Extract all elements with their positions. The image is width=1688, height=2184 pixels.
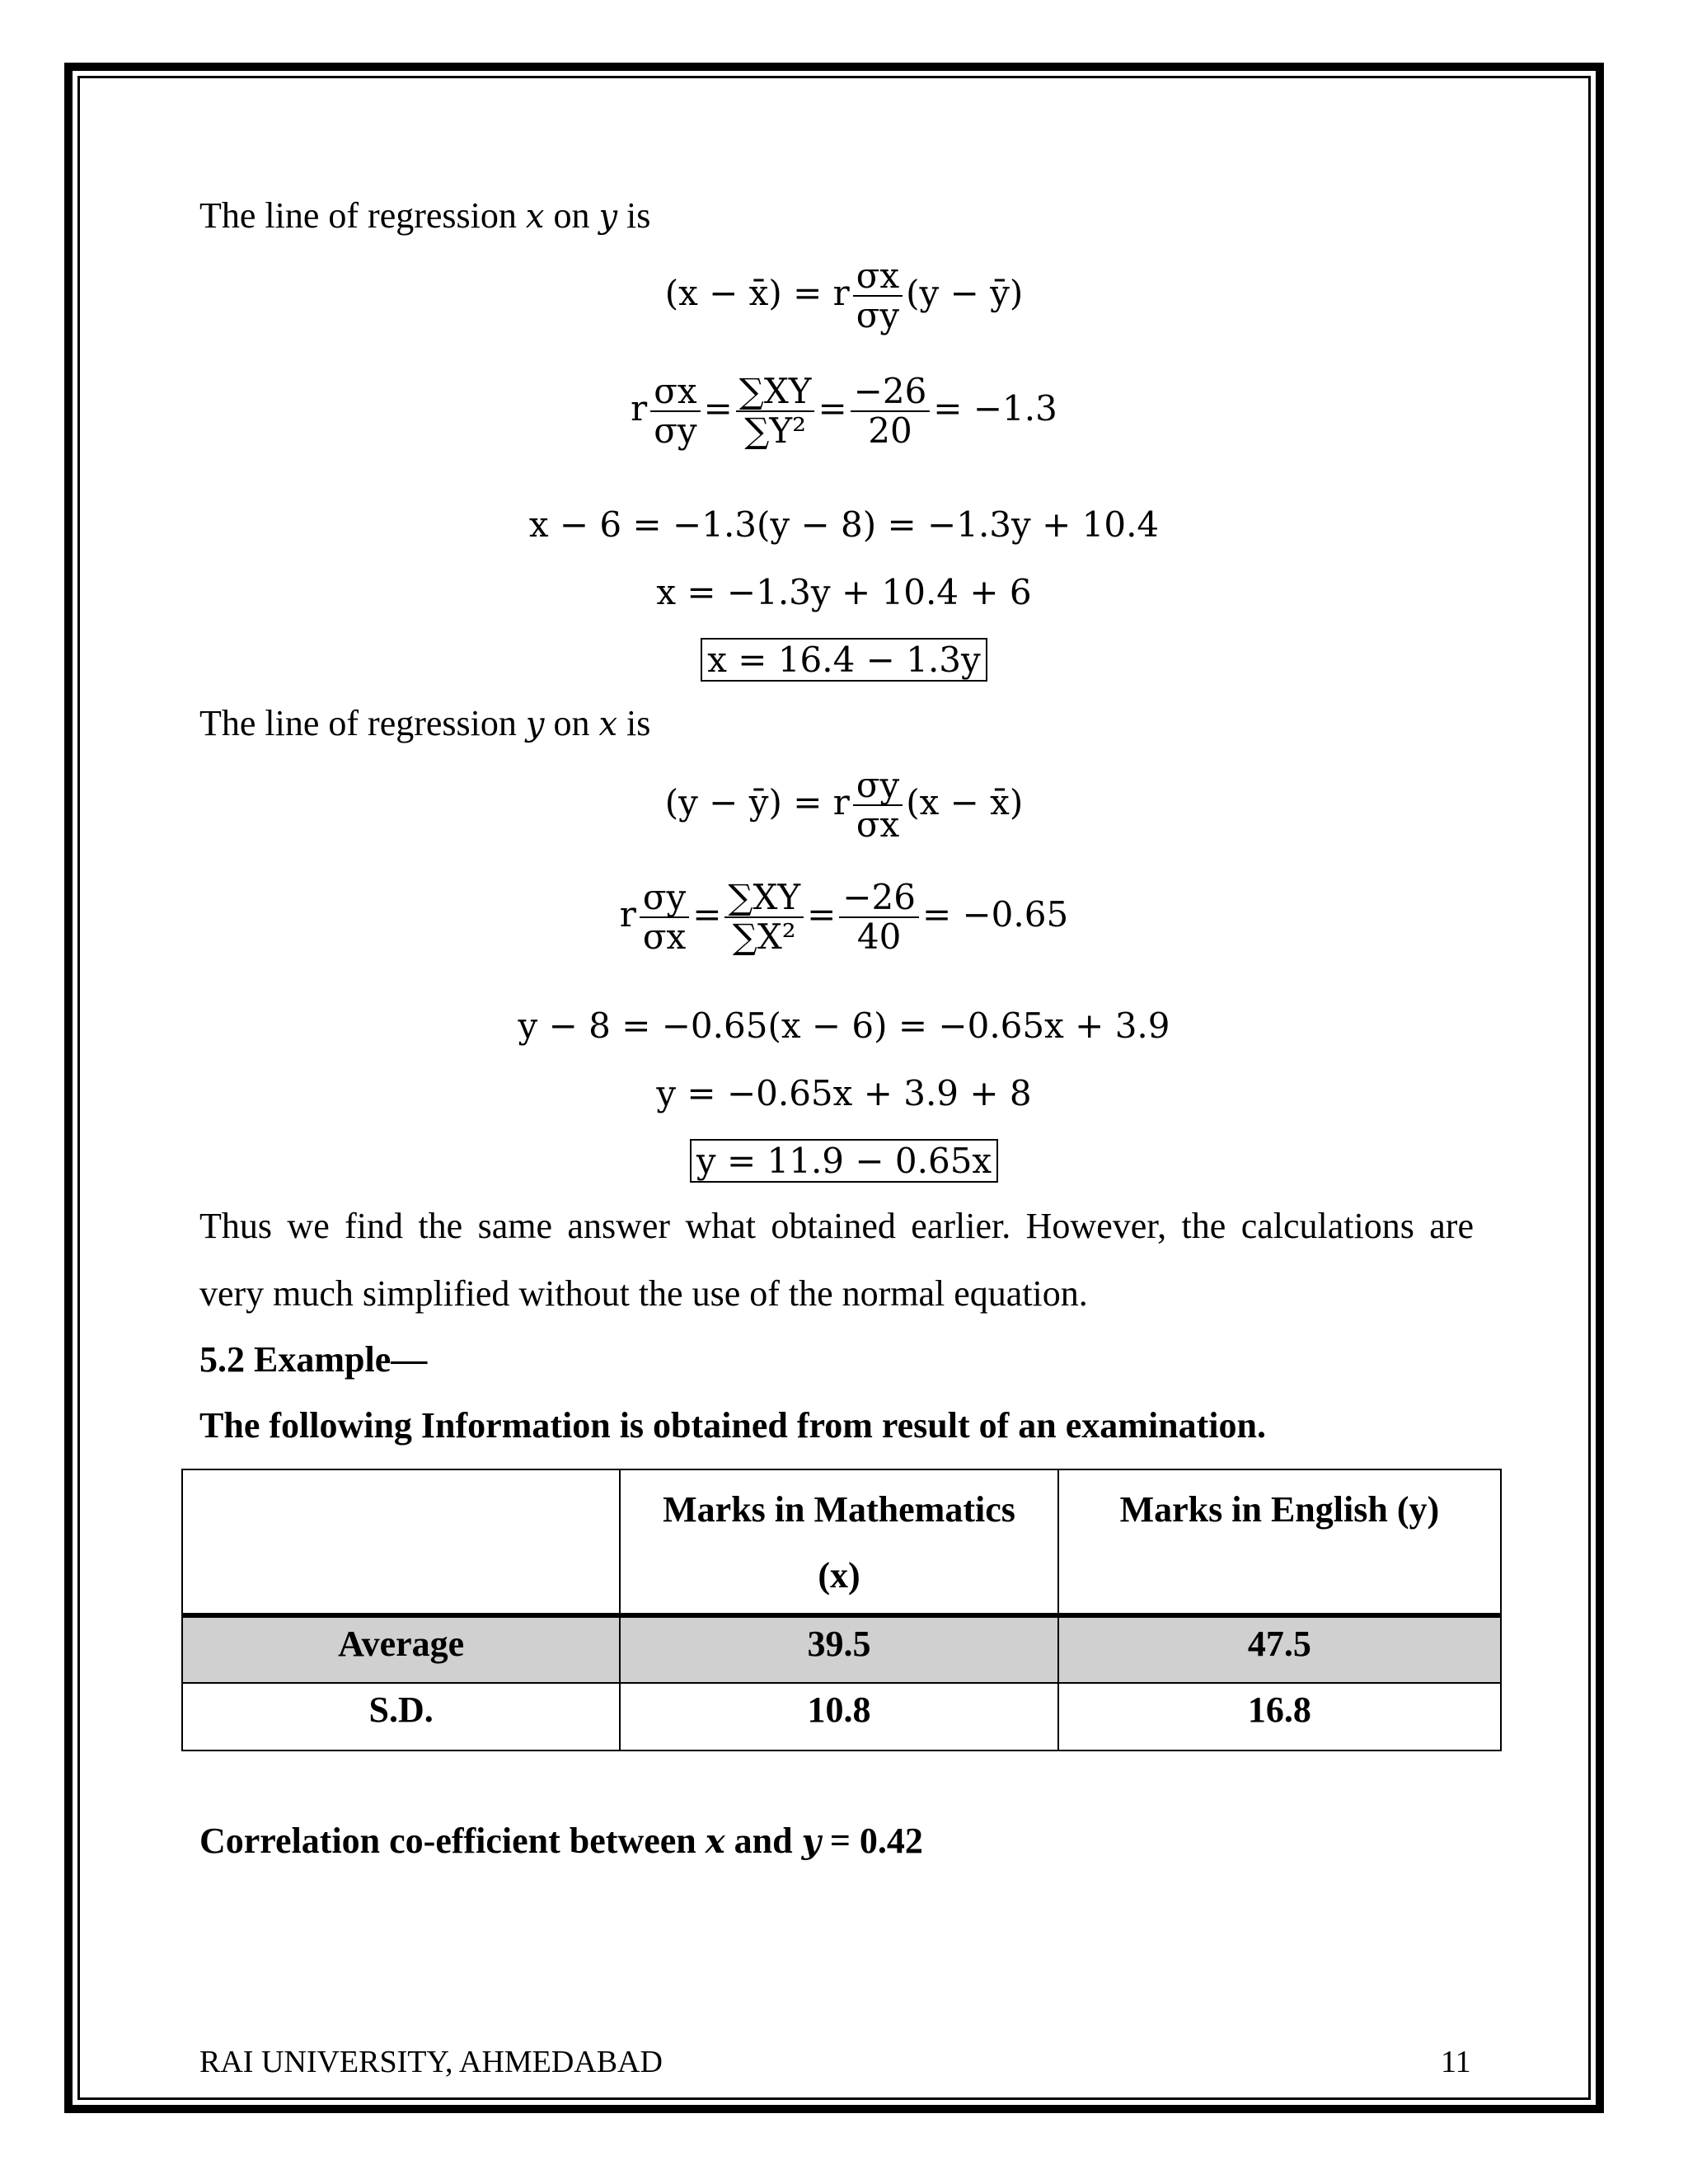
intro-x-on-y: The line of regression x on y is — [199, 195, 651, 236]
equation-y-general: (y − ȳ) = r $\frac{\sigma y}{\sigma x}$ (x − x̄) — [664, 765, 1024, 846]
intro-y-on-x: The line of regression y on x is — [199, 703, 651, 743]
equation-x-coefficient: r $\frac{\sigma x}{\sigma y}$ = $\frac{\sum XY}{\text{∑Y²}}$ = $\frac{-26}{20}$ = −1.3 — [631, 371, 1057, 452]
equation-x-step1: x − 6 = −1.3(y − 8) = −1.3y + 10.4 — [528, 504, 1160, 545]
equation-y-coefficient: r $\frac{\sigma y}{\sigma x}$ = $\frac{\sum XY}{\text{∑X²}}$ = $\frac{-26}{40}$ = −0.65 — [619, 877, 1069, 958]
equation-y-step2: y = −0.65x + 3.9 + 8 — [656, 1073, 1032, 1113]
row-label: Average — [182, 1615, 620, 1683]
cell-english: 16.8 — [1058, 1683, 1501, 1750]
equation-y-final: y = 11.9 − 0.65x — [0, 1141, 1688, 1181]
table-header-row — [182, 1469, 1501, 1615]
conclusion-line-1: Thus we find the same answer what obtained earlier. However, the calculations are — [199, 1206, 1474, 1246]
section-heading: 5.2 Example— — [199, 1339, 428, 1380]
equation-x-step2: x = −1.3y + 10.4 + 6 — [656, 572, 1032, 612]
table-header-math: Marks in Mathematics (x) — [620, 1469, 1057, 1615]
equation-x-general: (x − x̄) = r $\frac{\sigma x}{\sigma y}$ (y − ȳ) — [664, 255, 1024, 336]
equation-x-final: x = 16.4 − 1.3y — [0, 640, 1688, 680]
equation-y-step1: y − 8 = −0.65(x − 6) = −0.65x + 3.9 — [518, 1005, 1170, 1046]
cell-math: 39.5 — [620, 1615, 1057, 1683]
row-label: S.D. — [182, 1683, 620, 1750]
marks-table — [181, 1469, 1502, 1751]
conclusion-line-2: very much simplified without the use of the normal equation. — [199, 1273, 1088, 1314]
footer-institution: RAI UNIVERSITY, AHMEDABAD — [199, 2045, 663, 2079]
table-row — [182, 1615, 1501, 1683]
example-intro: The following Information is obtained from result of an examination. — [199, 1405, 1266, 1446]
table-row — [182, 1683, 1501, 1750]
footer-page-number: 11 — [1441, 2045, 1471, 2079]
table-header-english: Marks in English (y) — [1058, 1469, 1501, 1615]
cell-english: 47.5 — [1058, 1615, 1501, 1683]
cell-math: 10.8 — [620, 1683, 1057, 1750]
table-header-empty — [182, 1469, 620, 1615]
correlation-statement: Correlation co-efficient between x and y = 0.42 — [199, 1821, 923, 1861]
